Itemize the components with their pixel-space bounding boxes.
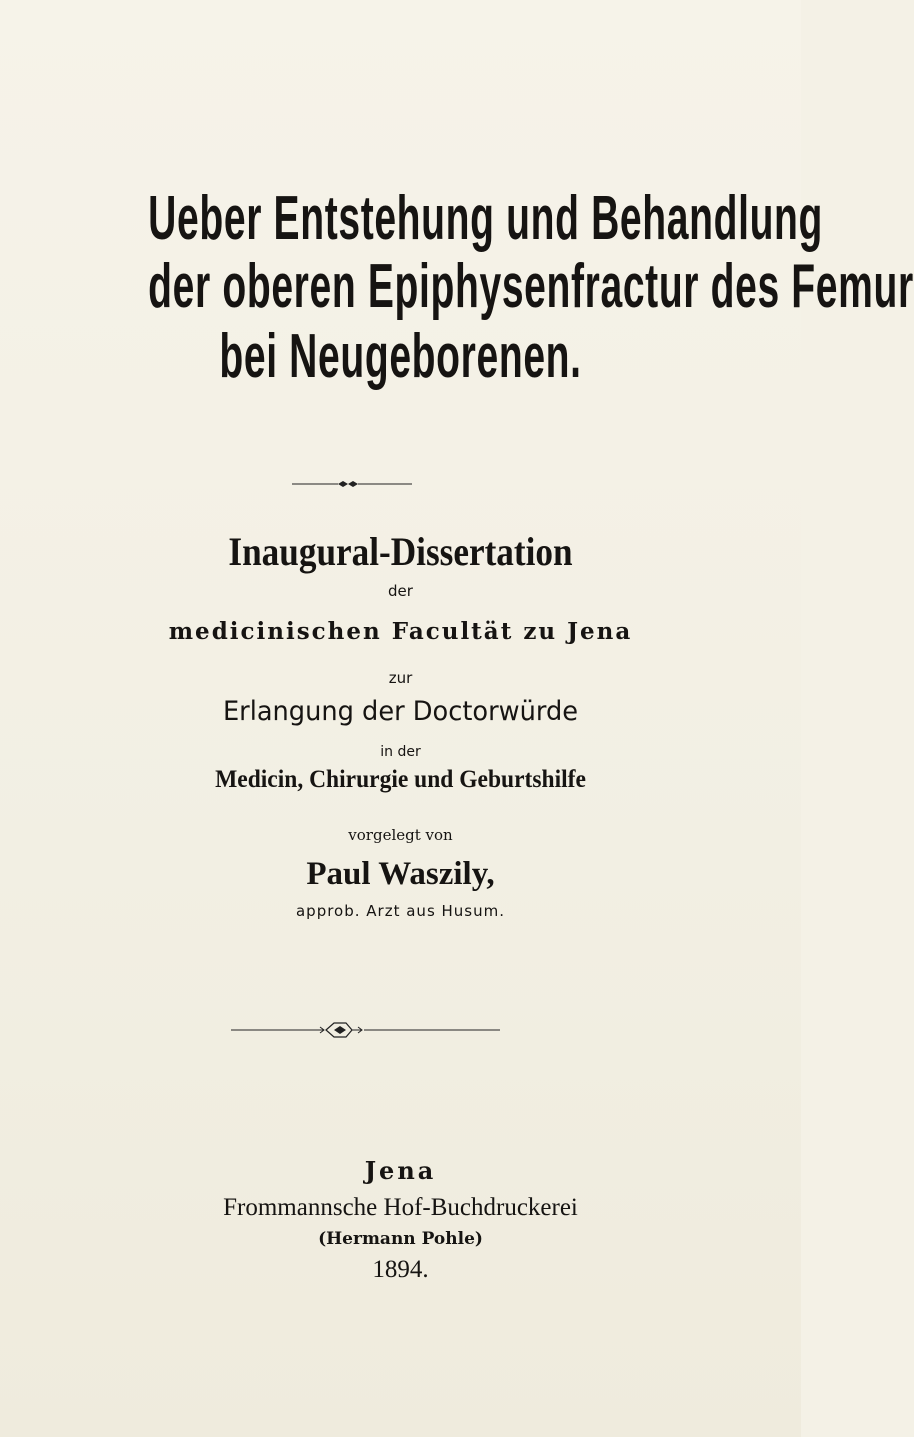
author-name: Paul Waszily, <box>306 856 495 892</box>
der-label: der <box>388 582 413 600</box>
title-line-3: bei Neugeborenen. <box>219 322 582 391</box>
title-line-2: der oberen Epiphysenfractur des Femur <box>148 252 914 321</box>
imprint-year: 1894. <box>372 1256 429 1283</box>
imprint-city: Jena <box>364 1156 437 1185</box>
imprint-owner: (Hermann Pohle) <box>318 1229 483 1249</box>
dissertation-heading: Inaugural-Dissertation <box>228 529 573 574</box>
large-rule-ornament <box>0 1018 801 1042</box>
fields-line: Medicin, Chirurgie und Geburtshilfe <box>215 766 586 793</box>
zur-label: zur <box>388 669 413 687</box>
faculty-line: medicinischen Facultät zu Jena <box>168 618 633 645</box>
imprint-printer: Frommannsche Hof-Buchdruckerei <box>223 1194 578 1221</box>
presented-by-label: vorgelegt von <box>348 826 453 844</box>
small-rule-ornament <box>0 474 801 494</box>
title-line-1: Ueber Entstehung und Behandlung <box>148 184 824 253</box>
degree-line: Erlangung der Doctorwürde <box>222 696 579 727</box>
author-note: approb. Arzt aus Husum. <box>295 902 506 920</box>
in-der-label: in der <box>380 744 421 760</box>
